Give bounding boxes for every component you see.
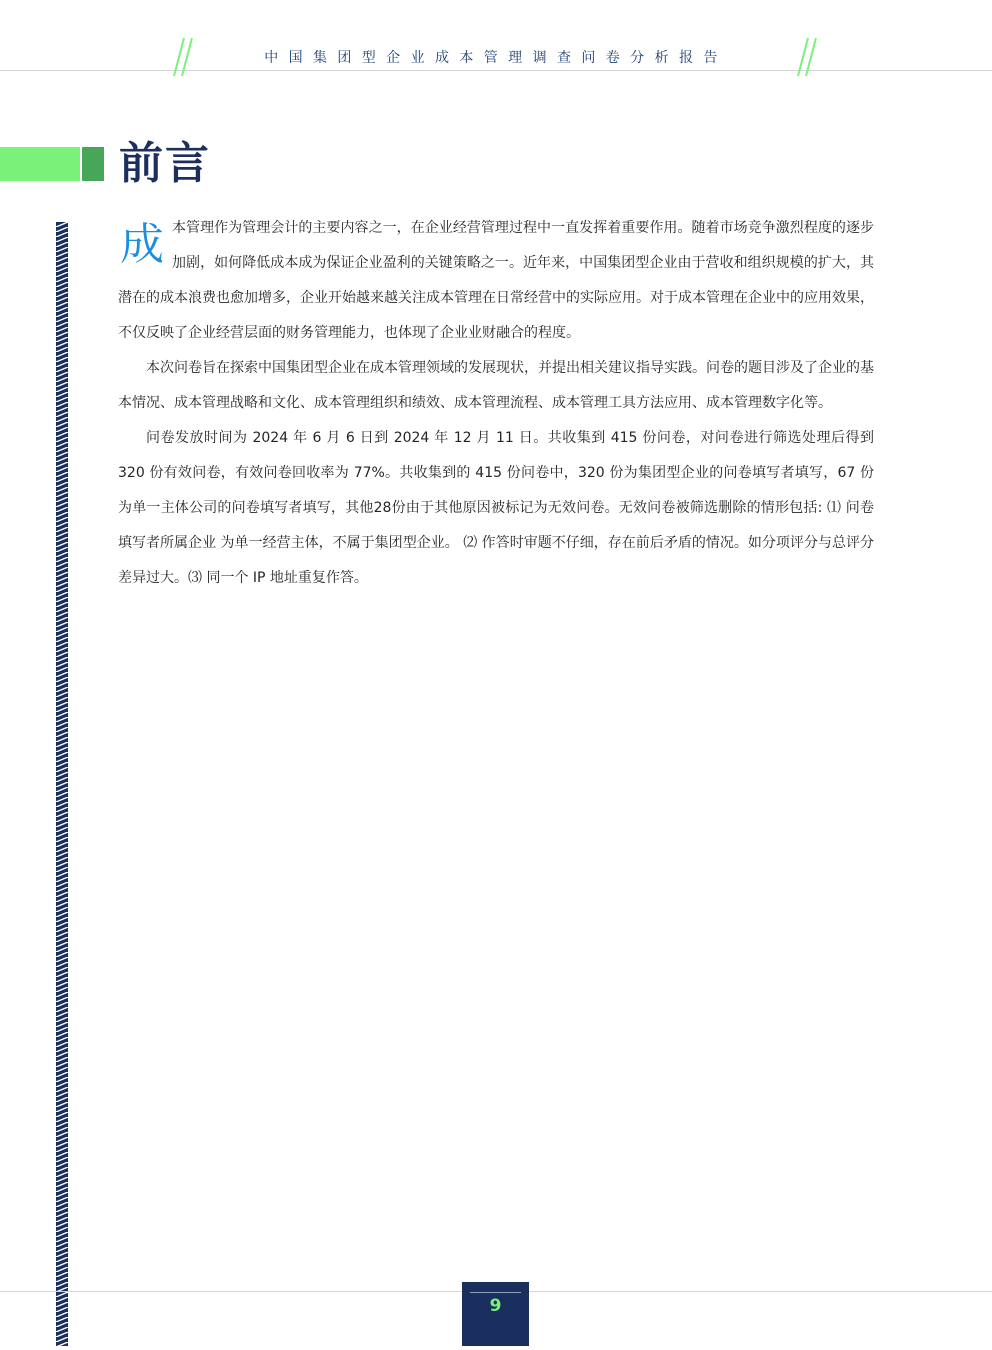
page-number-rule (470, 1292, 521, 1293)
paragraph-method: 问卷发放时间为 2024 年 6 月 6 日到 2024 年 12 月 11 日。共收集到 415 份问卷，对问卷进行筛选处理后得到 320 份有效问卷，有效问卷回收率为 77%。共收集到的 415 份问卷中，320 份为集团型企业的问卷填写者填写，67 份为单一主体公司的问卷填写者填写，其他28份由于其他原因被标记为无效问卷。无效问卷被筛选删除的情形包括: ⑴ 问卷填写者所属企业 为单一经营主体，不属于集团型企业。 ⑵ 作答时审题不仔细，存在前后矛盾的情况。如分项评分与总评分差异过大。⑶ 同一个 IP 地址重复作答。 (118, 430, 874, 586)
page-number-box (462, 1282, 529, 1346)
body-text (118, 211, 874, 596)
page-number: 9 (489, 1296, 502, 1316)
header-rule (0, 70, 992, 71)
decorative-rope-border (56, 222, 68, 1350)
drop-cap: 成 (120, 219, 164, 270)
paragraph-purpose: 本次问卷旨在探索中国集团型企业在成本管理领域的发展现状，并提出相关建议指导实践。问卷的题目涉及了企业的基本情况、成本管理战略和文化、成本管理组织和绩效、成本管理流程、成本管理工具方法应用、成本管理数字化等。 (118, 360, 874, 411)
section-accent-block (82, 147, 104, 181)
section-title: 前言 (119, 138, 211, 189)
paragraph-intro (118, 211, 874, 351)
running-header-title: 中国集团型企业成本管理调查问卷分析报告 (264, 50, 728, 66)
section-accent-bar (0, 147, 80, 181)
paragraph-intro-text: 本管理作为管理会计的主要内容之一，在企业经营管理过程中一直发挥着重要作用。随着市场竞争激烈程度的逐步加剧，如何降低成本成为保证企业盈利的关键策略之一。近年来，中国集团型企业由于营收和组织规模的扩大，其潜在的成本浪费也愈加增多，企业开始越来越关注成本管理在日常经营中的实际应用。对于成本管理在企业中的应用效果，不仅反映了企业经营层面的财务管理能力，也体现了企业业财融合的程度。 (118, 220, 874, 341)
